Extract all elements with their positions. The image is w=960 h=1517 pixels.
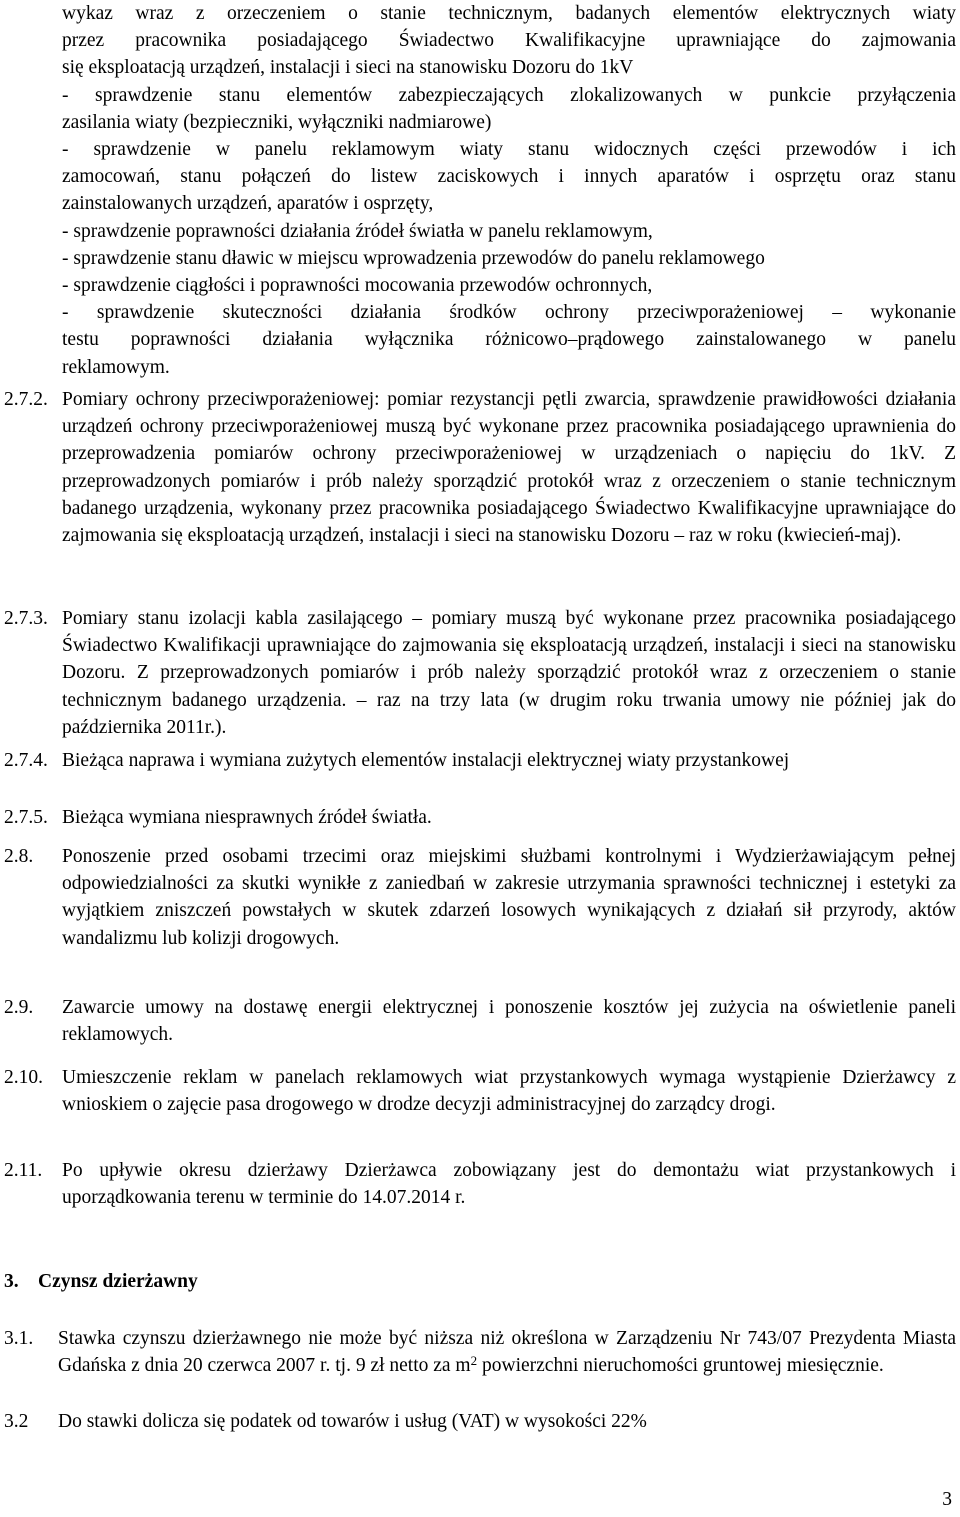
item-text: Ponoszenie przed osobami trzecimi oraz miejskimi służbami kontrolnymi i Wydzierżawiającym pełnej odpowiedzialności za skutki wynikłe z zaniedbań w zakresie utrzymania sprawności technicznej i estetyki za wyjątkiem zniszczeń powstałych w skutek zdarzeń losowych wynikających z działań sił przyrody, aktów wandalizmu lub kolizji drogowych. xyxy=(62,846,956,949)
item-2-9 xyxy=(4,994,956,1048)
section-title: Czynsz dzierżawny xyxy=(38,1271,198,1292)
item-text-before: Stawka czynszu dzierżawnego nie może być niższa niż określona w Zarządzeniu Nr 743/07 Prezydenta Miasta Gdańska z dnia 20 czerwca 2007 r. tj. 9 zł netto za m xyxy=(58,1328,956,1377)
item-3-1 xyxy=(4,1325,956,1379)
item-text: Pomiary ochrony przeciwporażeniowej: pomiar rezystancji pętli zwarcia, sprawdzenie prawidłowości działania urządzeń ochrony przeciwporażeniowej muszą być wykonane przez pracownika posiadającego uprawnienia do przeprowadzenia pomiarów ochrony przeciwporażeniowej w urządzeniach o napięciu do 1kV. Z przeprowadzonych pomiarów i prób należy sporządzić protokół wraz z orzeczeniem o stanie technicznym badanego urządzenia, wykonany przez pracownika posiadającego Świadectwo Kwalifikacyjne uprawniające do zajmowania się eksploatacją urządzeń, instalacji i sieci na stanowisku Dozoru – raz w roku (kwiecień-maj). xyxy=(62,389,956,547)
intro-line: testu poprawności działania wyłącznika różnicowo–prądowego zainstalowanego w panelu xyxy=(62,329,956,351)
item-number: 2.8. xyxy=(4,846,34,867)
item-text: Umieszczenie reklam w panelach reklamowych wiat przystankowych wymaga wystąpienie Dzierżawcy z wnioskiem o zajęcie pasa drogowego w drodze decyzji administracyjnej do zarządcy drogi. xyxy=(62,1067,956,1116)
intro-line: - sprawdzenie stanu dławic w miejscu wprowadzenia przewodów do panelu reklamowego xyxy=(62,247,765,269)
item-2-11 xyxy=(4,1157,956,1211)
intro-line: - sprawdzenie w panelu reklamowym wiaty stanu widocznych części przewodów i ich xyxy=(62,139,956,161)
intro-block xyxy=(62,0,956,381)
intro-line: zainstalowanych urządzeń, aparatów i osprzęty, xyxy=(62,193,434,215)
item-text: Bieżąca wymiana niesprawnych źródeł światła. xyxy=(62,807,432,828)
item-number: 3.2 xyxy=(4,1411,29,1432)
item-text: Bieżąca naprawa i wymiana zużytych elementów instalacji elektrycznej wiaty przystankowej xyxy=(62,750,790,771)
intro-line: się eksploatacją urządzeń, instalacji i sieci na stanowisku Dozoru do 1kV xyxy=(62,57,634,79)
intro-line: - sprawdzenie skuteczności działania środków ochrony przeciwporażeniowej – wykonanie xyxy=(62,302,956,324)
item-text: Pomiary stanu izolacji kabla zasilającego – pomiary muszą być wykonane przez pracownika posiadającego Świadectwo Kwalifikacji uprawniające do zajmowania się eksploatacją urządzeń, instalacji i sieci na stanowisku Dozoru. Z przeprowadzonych pomiarów i prób należy sporządzić protokół wraz z orzeczeniem o stanie technicznym badanego urządzenia. – raz na trzy lata (w drugim roku trwania umowy nie później jak do października 2011r.). xyxy=(62,608,956,738)
item-text: Po upływie okresu dzierżawy Dzierżawca zobowiązany jest do demontażu wiat przystankowych i uporządkowania terenu w terminie do 14.07.2014 r. xyxy=(62,1160,956,1209)
item-number: 2.11. xyxy=(4,1160,43,1181)
superscript-exponent: 2 xyxy=(470,1353,478,1369)
item-text: Zawarcie umowy na dostawę energii elektrycznej i ponoszenie kosztów jej zużycia na oświetlenie paneli reklamowych. xyxy=(62,997,956,1046)
item-2-7-5 xyxy=(4,804,956,831)
item-number: 2.7.3. xyxy=(4,608,48,629)
item-number: 2.10. xyxy=(4,1067,43,1088)
intro-line: zamocowań, stanu połączeń do listew zaciskowych i innych aparatów i osprzętu oraz stanu xyxy=(62,166,956,188)
intro-line: wykaz wraz z orzeczeniem o stanie technicznym, badanych elementów elektrycznych wiaty xyxy=(62,3,956,24)
item-number: 2.7.5. xyxy=(4,807,48,828)
item-number: 2.7.2. xyxy=(4,389,48,410)
intro-line: - sprawdzenie ciągłości i poprawności mocowania przewodów ochronnych, xyxy=(62,275,653,297)
item-2-10 xyxy=(4,1064,956,1118)
item-number: 2.9. xyxy=(4,997,34,1018)
item-number: 3.1. xyxy=(4,1328,34,1349)
item-number: 2.7.4. xyxy=(4,750,48,771)
intro-line: - sprawdzenie poprawności działania źródeł światła w panelu reklamowym, xyxy=(62,220,653,242)
section-heading xyxy=(4,1268,198,1295)
item-text: Do stawki dolicza się podatek od towarów i usług (VAT) w wysokości 22% xyxy=(58,1411,647,1432)
item-2-8 xyxy=(4,843,956,952)
item-3-2 xyxy=(4,1408,956,1435)
section-number: 3. xyxy=(4,1271,19,1292)
item-text xyxy=(58,1325,956,1379)
item-2-7-2 xyxy=(4,386,956,549)
intro-line: - sprawdzenie stanu elementów zabezpieczających zlokalizowanych w punkcie przyłączenia xyxy=(62,84,956,106)
item-2-7-3 xyxy=(4,605,956,741)
intro-line: reklamowym. xyxy=(62,356,170,378)
item-text-after: powierzchni nieruchomości gruntowej miesięcznie. xyxy=(477,1355,884,1377)
page-number: 3 xyxy=(942,1489,952,1510)
intro-line: zasilania wiaty (bezpieczniki, wyłączniki nadmiarowe) xyxy=(62,111,492,133)
intro-line: przez pracownika posiadającego Świadectwo Kwalifikacyjne uprawniające do zajmowania xyxy=(62,30,956,52)
item-2-7-4 xyxy=(4,747,956,774)
